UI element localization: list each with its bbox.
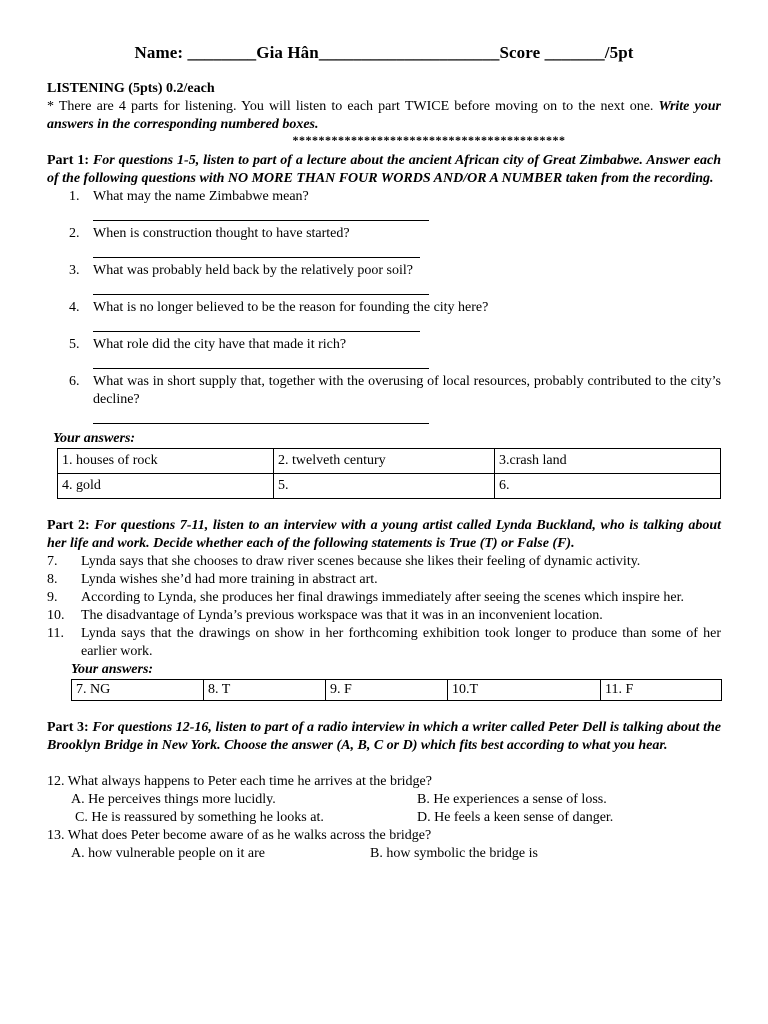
question-item — [47, 336, 721, 354]
q12-option-a[interactable]: A. He perceives things more lucidly. — [71, 792, 276, 807]
part2-label: Part 2: — [47, 518, 90, 533]
q12-option-d[interactable]: D. He feels a keen sense of danger. — [417, 810, 614, 825]
q13-options-row1 — [47, 845, 721, 863]
statement-number: 7. — [47, 554, 58, 569]
listening-title: LISTENING (5pts) 0.2/each — [47, 81, 215, 96]
statement-item — [47, 571, 721, 589]
statement-text: The disadvantage of Lynda’s previous workspace was that it was in an inconvenient location. — [81, 608, 603, 623]
statement-text: Lynda wishes she’d had more training in abstract art. — [81, 572, 378, 587]
answer-cell[interactable]: 9. F — [326, 680, 448, 701]
name-label: Name: ________ — [134, 43, 257, 62]
answer-cell[interactable]: 4. gold — [58, 474, 274, 499]
question-number: 2. — [69, 226, 80, 241]
statement-item — [47, 553, 721, 571]
q12-options-row2 — [47, 809, 721, 827]
question-item — [47, 373, 721, 409]
spacer — [47, 755, 721, 773]
q12-stem: 12. What always happens to Peter each time he arrives at the bridge? — [47, 774, 432, 789]
worksheet-page — [47, 40, 721, 863]
question-text: What may the name Zimbabwe mean? — [93, 189, 309, 204]
statement-number: 10. — [47, 608, 65, 623]
part3-instruction: For questions 12-16, listen to part of a radio interview in which a writer called Peter Dell is talking about the Brooklyn Bridge in New York. Choose the answer (A, B, C or D) which fits best according to what you hear. — [47, 720, 721, 753]
answer-cell[interactable]: 1. houses of rock — [58, 449, 274, 474]
answer-line[interactable] — [93, 409, 429, 424]
stars-divider: ****************************************** — [292, 133, 566, 147]
part1-heading — [47, 152, 721, 188]
part1-questions-4 — [47, 299, 721, 317]
intro-bold: Write your answers in the corresponding numbered boxes. — [47, 99, 721, 132]
statement-item — [47, 625, 721, 661]
q12-options-row1 — [47, 791, 721, 809]
score-label: Score _______/5pt — [499, 43, 634, 62]
question-number: 6. — [69, 374, 80, 389]
header-line — [47, 44, 721, 62]
q12-option-b[interactable]: B. He experiences a sense of loss. — [417, 792, 607, 807]
student-name: Gia Hân — [256, 43, 319, 62]
statement-text: Lynda says that the drawings on show in her forthcoming exhibition took longer to produce than some of her earlier work. — [81, 626, 721, 659]
question-text: What is no longer believed to be the reason for founding the city here? — [93, 300, 489, 315]
part1-instruction: For questions 1-5, listen to part of a lecture about the ancient African city of Great Zimbabwe. Answer each of the following questions with NO MORE THAN FOUR WORDS AND/OR A NUMBER taken from the recording. — [47, 153, 722, 186]
question-text: What was probably held back by the relatively poor soil? — [93, 263, 413, 278]
question-item — [47, 262, 721, 280]
part1-questions — [47, 188, 721, 206]
statement-number: 8. — [47, 572, 58, 587]
question-item — [47, 188, 721, 206]
answer-cell[interactable]: 10.T — [448, 680, 601, 701]
question-text: What was in short supply that, together with the overusing of local resources, probably contributed to the city’s decline? — [93, 374, 721, 407]
q13-stem: 13. What does Peter become aware of as he walks across the bridge? — [47, 828, 432, 843]
answer-cell[interactable]: 5. — [274, 474, 495, 499]
q13-option-b[interactable]: B. how symbolic the bridge is — [370, 846, 538, 861]
answer-cell[interactable]: 3.crash land — [495, 449, 721, 474]
table-row — [58, 474, 721, 499]
answer-line[interactable] — [93, 354, 429, 369]
answer-cell[interactable]: 8. T — [204, 680, 326, 701]
q12-option-c[interactable]: C. He is reassured by something he looks at. — [75, 810, 324, 825]
question-12 — [47, 773, 721, 827]
question-text: What role did the city have that made it rich? — [93, 337, 347, 352]
part1-questions-6 — [47, 373, 721, 409]
part2-heading — [47, 517, 721, 553]
question-number: 1. — [69, 189, 80, 204]
answer-cell[interactable]: 7. NG — [72, 680, 204, 701]
answer-line[interactable] — [93, 206, 429, 221]
statement-number: 9. — [47, 590, 58, 605]
answer-cell[interactable]: 11. F — [601, 680, 722, 701]
part3-label: Part 3: — [47, 720, 89, 735]
answer-line[interactable] — [93, 243, 420, 258]
intro-plain: * There are 4 parts for listening. You will listen to each part TWICE before moving on to the next one. — [47, 99, 659, 114]
part1-answers-table — [57, 448, 721, 499]
part1-questions-3 — [47, 262, 721, 280]
part1-questions-5 — [47, 336, 721, 354]
part2-instruction: For questions 7-11, listen to an interview with a young artist called Lynda Buckland, who is talking about her life and work. Decide whether each of the following statements is True (T) or False (F). — [47, 518, 722, 551]
statement-text: According to Lynda, she produces her final drawings immediately after seeing the scenes which inspire her. — [81, 590, 684, 605]
table-row — [58, 449, 721, 474]
part1-answers-label: Your answers: — [53, 431, 136, 446]
answer-line[interactable] — [93, 317, 420, 332]
question-13 — [47, 827, 721, 863]
part2-answers-table — [71, 679, 722, 701]
question-text: When is construction thought to have started? — [93, 226, 350, 241]
part1-questions-2 — [47, 225, 721, 243]
statement-item — [47, 607, 721, 625]
q13-option-a[interactable]: A. how vulnerable people on it are — [71, 846, 265, 861]
statement-item — [47, 589, 721, 607]
question-number: 3. — [69, 263, 80, 278]
question-number: 5. — [69, 337, 80, 352]
part2-answers-label: Your answers: — [71, 662, 154, 677]
question-item — [47, 299, 721, 317]
question-item — [47, 225, 721, 243]
answer-cell[interactable]: 2. twelveth century — [274, 449, 495, 474]
question-number: 4. — [69, 300, 80, 315]
part1-label: Part 1: — [47, 153, 90, 168]
part2-statements — [47, 553, 721, 661]
part3-heading — [47, 719, 721, 755]
statement-text: Lynda says that she chooses to draw river scenes because she likes their feeling of dynamic activity. — [81, 554, 641, 569]
statement-number: 11. — [47, 626, 64, 641]
listening-intro — [47, 98, 721, 134]
name-underline: _____________________ — [318, 43, 500, 62]
answer-cell[interactable]: 6. — [495, 474, 721, 499]
answer-line[interactable] — [93, 280, 429, 295]
table-row — [72, 680, 722, 701]
